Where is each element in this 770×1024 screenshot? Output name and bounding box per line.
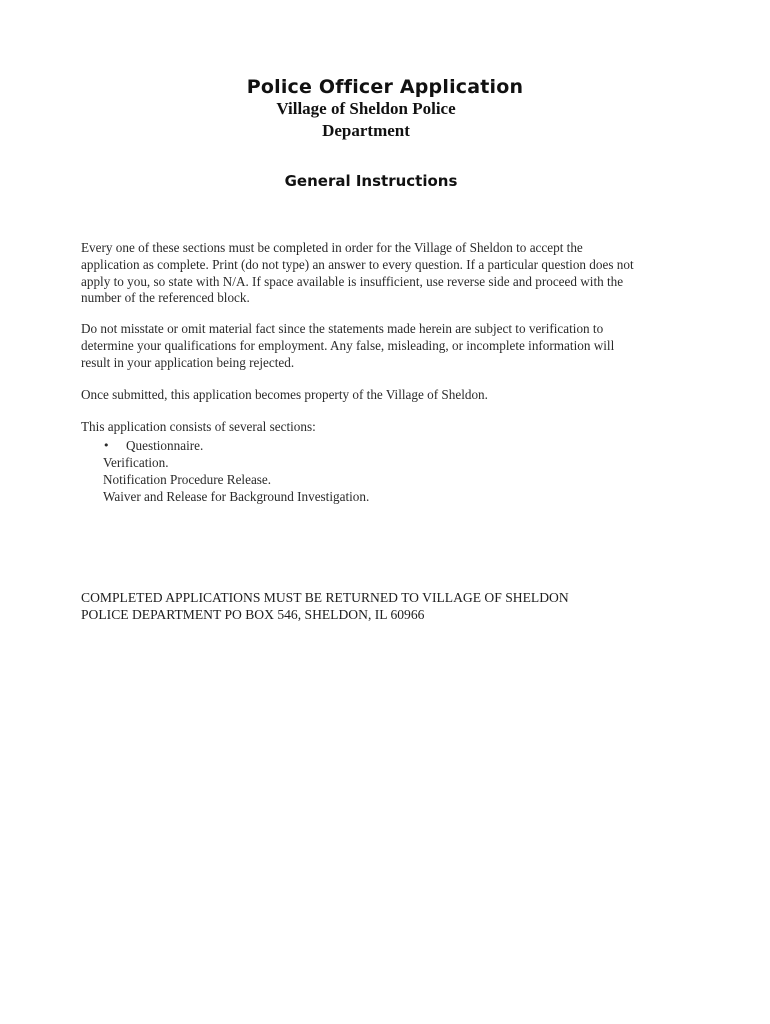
paragraph-line: result in your application being rejected.: [81, 354, 295, 370]
list-item: Notification Procedure Release.: [103, 472, 272, 487]
document-subtitle-line1: Village of Sheldon Police: [276, 99, 456, 118]
document-title: Police Officer Application: [246, 76, 524, 98]
instructions-paragraph-1: [81, 240, 681, 307]
return-address-note: [81, 589, 569, 623]
footer-line: COMPLETED APPLICATIONS MUST BE RETURNED TO VILLAGE OF SHELDON: [81, 590, 569, 605]
paragraph-line: determine your qualifications for employment. Any false, misleading, or incomplete information will: [81, 337, 615, 353]
paragraph-line: Every one of these sections must be completed in order for the Village of Sheldon to accept the: [81, 240, 583, 255]
paragraph-line: apply to you, so state with N/A. If space available is insufficient, use reverse side and proceed with the: [81, 273, 624, 289]
sections-intro-text: This application consists of several sections:: [81, 419, 316, 434]
paragraph-line: Do not misstate or omit material fact since the statements made herein are subject to verification to: [81, 321, 604, 336]
list-item: [103, 437, 369, 454]
instructions-paragraph-2: [81, 321, 681, 371]
paragraph-line: Once submitted, this application becomes property of the Village of Sheldon.: [81, 387, 488, 402]
list-item: Verification.: [103, 455, 169, 470]
section-heading: General Instructions: [284, 172, 458, 190]
instructions-paragraph-3: [81, 387, 681, 404]
document-subtitle-line2: Department: [322, 121, 410, 140]
paragraph-line: number of the referenced block.: [81, 290, 250, 306]
footer-line: POLICE DEPARTMENT PO BOX 546, SHELDON, IL 60966: [81, 607, 425, 622]
bullet-icon: •: [103, 439, 110, 452]
sections-intro: [81, 419, 681, 436]
sections-list: [103, 437, 369, 505]
list-item-label: Questionnaire.: [126, 438, 204, 453]
list-item: Waiver and Release for Background Investigation.: [103, 489, 370, 504]
paragraph-line: application as complete. Print (do not type) an answer to every question. If a particular question does not: [81, 256, 634, 272]
